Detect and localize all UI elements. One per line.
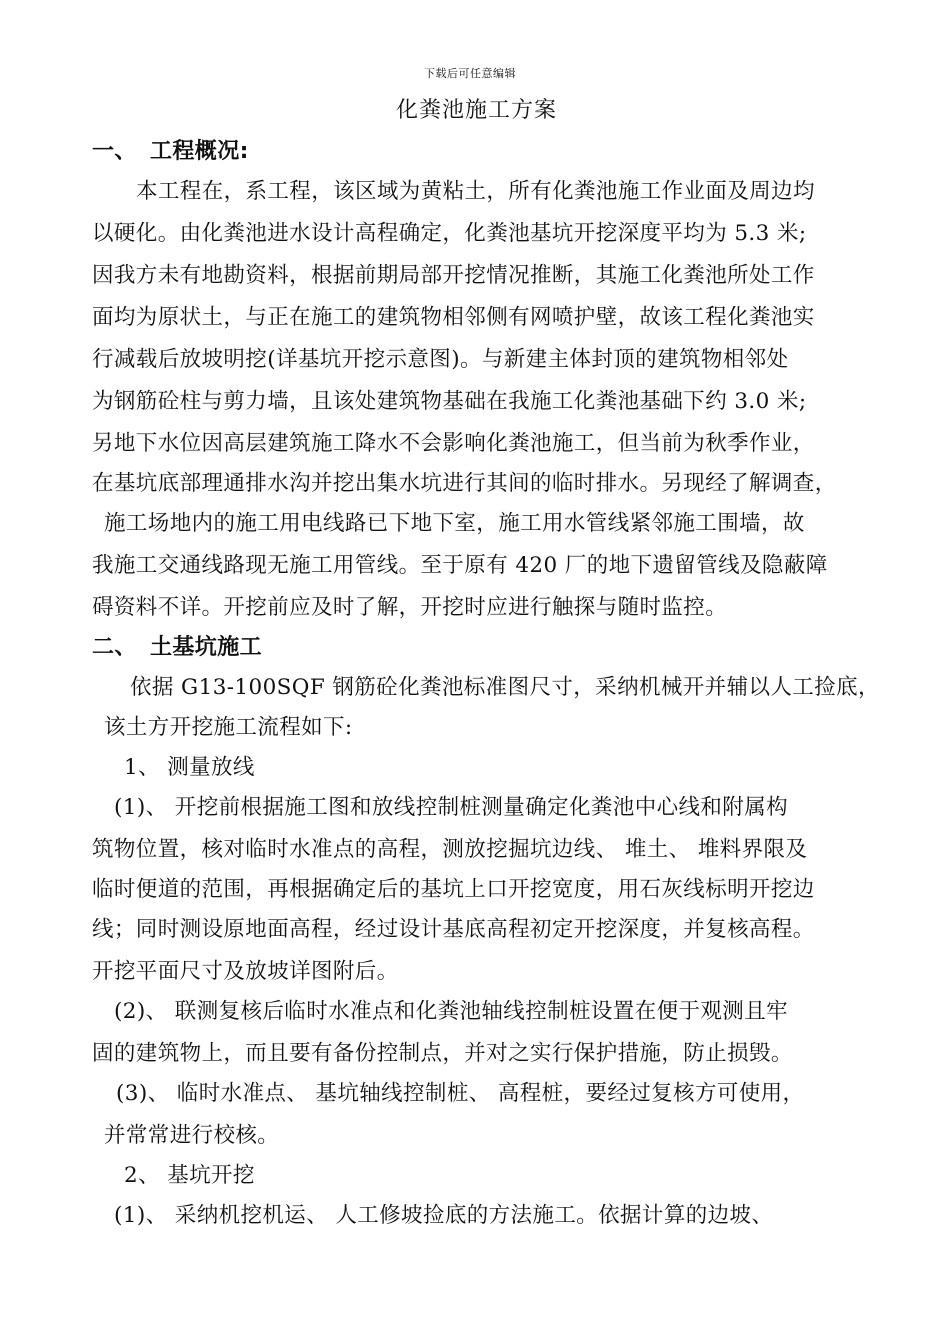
paragraph-line: (1)、 采纳机挖机运、 人工修坡捡底的方法施工。依据计算的边坡、 [114, 1203, 774, 1228]
document-title: 化粪池施工方案 [396, 98, 558, 123]
paragraph-line: 临时便道的范围，再根据确定后的基坑上口开挖宽度，用石灰线标明开挖边 [92, 877, 815, 902]
paragraph-line: 筑物位置，核对临时水准点的高程，测放挖掘坑边线、 堆土、 堆料界限及 [92, 837, 808, 862]
subsection-heading: 1、 测量放线 [124, 755, 255, 780]
paragraph-line: 线；同时测设原地面高程，经过设计基底高程初定开挖深度，并复核高程。 [92, 917, 815, 942]
paragraph-line: (2)、 联测复核后临时水准点和化粪池轴线控制桩设置在便于观测且牢 [114, 999, 788, 1024]
section-number: 一、 [92, 139, 137, 164]
paragraph-line: 依据 G13-100SQF 钢筋砼化粪池标准图尺寸，采纳机械开并辅以人工捡底， [130, 675, 880, 700]
section-number: 二、 [92, 635, 137, 660]
paragraph-line: 因我方未有地勘资料，根据前期局部开挖情况推断，其施工化粪池所处工作 [92, 263, 815, 288]
section-heading-1 [92, 138, 249, 166]
paragraph-line: 以硬化。由化粪池进水设计高程确定，化粪池基坑开挖深度平均为 5.3 米; [92, 221, 807, 246]
paragraph-line: 行减载后放坡明挖(详基坑开挖示意图)。与新建主体封顶的建筑物相邻处 [92, 347, 789, 372]
paragraph-line: 开挖平面尺寸及放坡详图附后。 [92, 959, 399, 984]
paragraph-line: 面均为原状土，与正在施工的建筑物相邻侧有网喷护壁，故该工程化粪池实 [92, 305, 815, 330]
section-heading-2 [92, 634, 262, 662]
paragraph-line: 另地下水位因高层建筑施工降水不会影响化粪池施工，但当前为秋季作业， [92, 431, 815, 456]
subsection-heading: 2、 基坑开挖 [124, 1163, 255, 1188]
paragraph-line: 该土方开挖施工流程如下: [104, 715, 353, 740]
section-heading-text: 工程概况: [150, 139, 249, 164]
paragraph-line: (1)、 开挖前根据施工图和放线控制桩测量确定化粪池中心线和附属构 [114, 795, 788, 820]
paragraph-line: 并常常进行校核。 [104, 1123, 280, 1148]
paragraph-line: (3)、 临时水准点、 基坑轴线控制桩、 高程桩，要经过复核方可使用， [116, 1081, 805, 1106]
paragraph-line: 在基坑底部理通排水沟并挖出集水坑进行其间的临时排水。另现经了解调查， [92, 471, 837, 496]
paragraph-line: 碍资料不详。开挖前应及时了解，开挖时应进行触探与随时监控。 [92, 595, 728, 620]
paragraph-line: 我施工交通线路现无施工用管线。至于原有 420 厂的地下遗留管线及隐蔽障 [92, 553, 828, 578]
paragraph-line: 固的建筑物上，而且要有备份控制点，并对之实行保护措施，防止损毁。 [92, 1041, 793, 1066]
download-banner: 下载后可任意编辑 [424, 67, 516, 80]
paragraph-line: 施工场地内的施工用电线路已下地下室，施工用水管线紧邻施工围墙，故 [104, 511, 805, 536]
section-heading-text: 土基坑施工 [150, 635, 263, 660]
paragraph-line: 为钢筋砼柱与剪力墙，且该处建筑物基础在我施工化粪池基础下约 3.0 米; [92, 389, 807, 414]
paragraph-line: 本工程在，系工程，该区域为黄粘土，所有化粪池施工作业面及周边均 [136, 179, 815, 204]
